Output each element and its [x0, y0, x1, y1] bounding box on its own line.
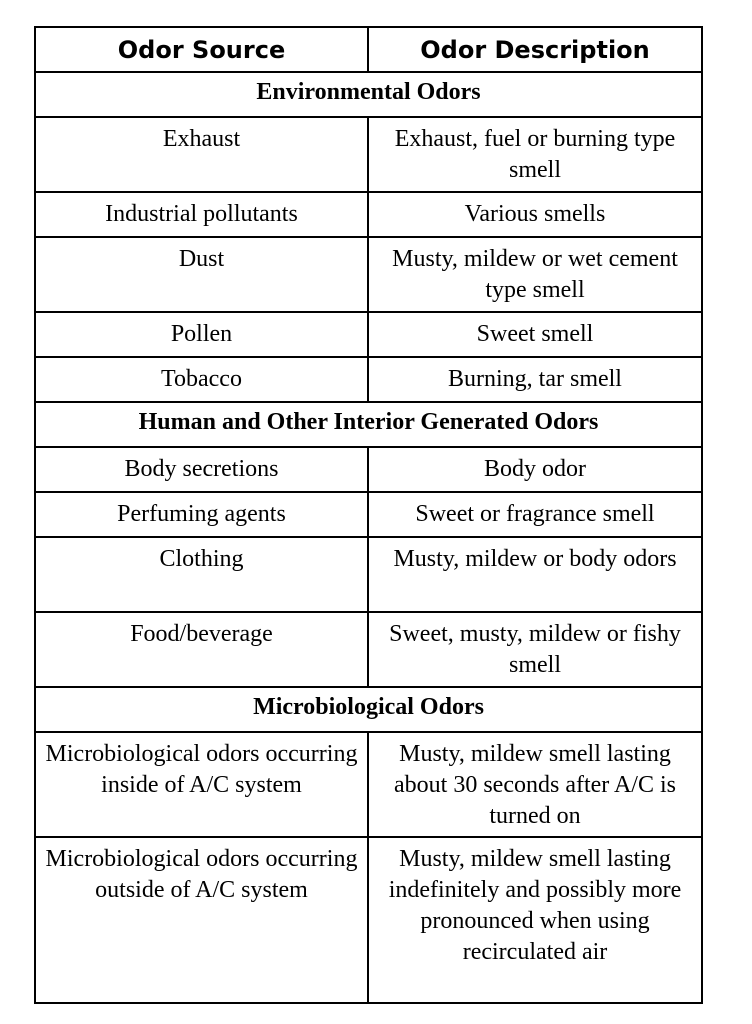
header-row: [35, 27, 702, 72]
odor-source-cell: Food/beverage: [35, 612, 368, 687]
odor-description-cell: Sweet or fragrance smell: [368, 492, 702, 537]
odor-description-cell: Sweet, musty, mildew or fishy smell: [368, 612, 702, 687]
odor-description-cell: Musty, mildew or wet cement type smell: [368, 237, 702, 312]
odor-description-cell: Musty, mildew smell lasting indefinitely and possibly more pronounced when using recirculated air: [368, 837, 702, 1003]
table-row: [35, 357, 702, 402]
odor-description-cell: Musty, mildew or body odors: [368, 537, 702, 612]
section-title-environmental: Environmental Odors: [35, 72, 702, 117]
odor-source-cell: Dust: [35, 237, 368, 312]
odor-source-cell: Industrial pollutants: [35, 192, 368, 237]
odor-source-cell: Microbiological odors occurring inside of A/C system: [35, 732, 368, 837]
odor-description-cell: Various smells: [368, 192, 702, 237]
odor-source-cell: Pollen: [35, 312, 368, 357]
odor-source-cell: Perfuming agents: [35, 492, 368, 537]
table-row: [35, 732, 702, 837]
section-row: [35, 402, 702, 447]
table-row: [35, 447, 702, 492]
section-row: [35, 72, 702, 117]
section-title-human-interior: Human and Other Interior Generated Odors: [35, 402, 702, 447]
table-row: [35, 312, 702, 357]
table-row: [35, 537, 702, 612]
odor-source-cell: Exhaust: [35, 117, 368, 192]
section-title-microbiological: Microbiological Odors: [35, 687, 702, 732]
table-row: [35, 117, 702, 192]
section-row: [35, 687, 702, 732]
odor-source-cell: Microbiological odors occurring outside of A/C system: [35, 837, 368, 1003]
odor-description-cell: Musty, mildew smell lasting about 30 seconds after A/C is turned on: [368, 732, 702, 837]
table-row: [35, 837, 702, 1003]
table-row: [35, 237, 702, 312]
odor-source-cell: Tobacco: [35, 357, 368, 402]
odor-source-cell: Body secretions: [35, 447, 368, 492]
table-row: [35, 492, 702, 537]
odor-description-cell: Exhaust, fuel or burning type smell: [368, 117, 702, 192]
table-row: [35, 612, 702, 687]
odor-description-cell: Sweet smell: [368, 312, 702, 357]
odor-table: [34, 26, 703, 1004]
table-row: [35, 192, 702, 237]
odor-description-cell: Body odor: [368, 447, 702, 492]
header-odor-source: Odor Source: [35, 27, 368, 72]
odor-description-cell: Burning, tar smell: [368, 357, 702, 402]
header-odor-description: Odor Description: [368, 27, 702, 72]
odor-source-cell: Clothing: [35, 537, 368, 612]
